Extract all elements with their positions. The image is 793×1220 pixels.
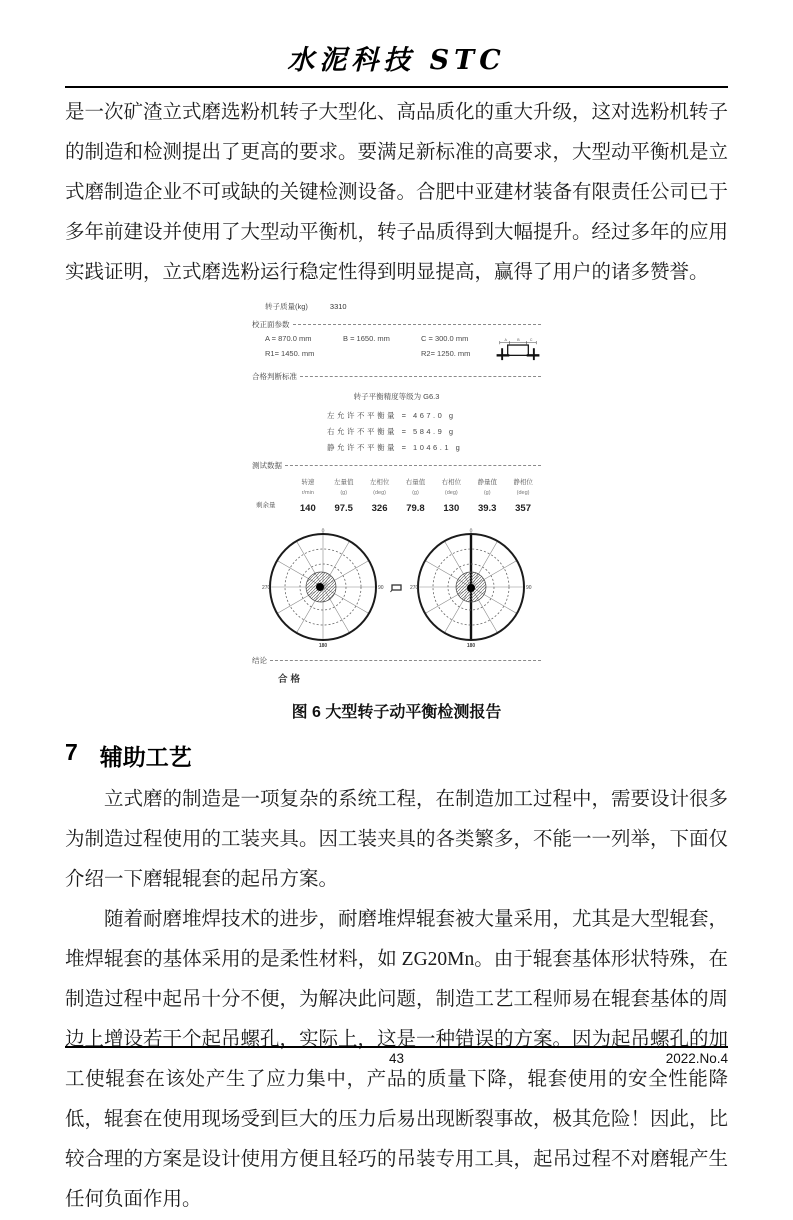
- table-col-right-phase: 右相位 (deg) 130: [441, 479, 462, 514]
- dashed-rule: [300, 376, 541, 377]
- section-conclusion: [252, 655, 541, 666]
- tolerance-static: 静允许不平衡量 = 1046.1 g: [327, 443, 463, 452]
- paragraph: 是一次矿渣立式磨选粉机转子大型化、高品质化的重大升级，这对选粉机转子的制造和检测提出了更高的要求。要满足新标准的高要求，大型动平衡机是立式磨制造企业不可或缺的关键检测设备。合肥中亚建材装备有限责任公司已于多年前建设并使用了大型动平衡机，转子品质得到大幅提升。经过多年的应用实践证明，立式磨选粉运行稳定性得到明显提高，赢得了用户的诸多赞誉。: [65, 102, 729, 283]
- section-criteria: [252, 371, 541, 382]
- rotor-schematic-icon: [495, 334, 541, 364]
- section-label: 合格判断标准: [252, 372, 297, 381]
- correction-dimensions: [252, 333, 541, 364]
- issue-label: 2022.No.4: [665, 1051, 728, 1066]
- footer-row: [65, 1051, 728, 1071]
- table-col-speed: 转速 r/min 140: [299, 479, 316, 514]
- dashed-rule: [270, 660, 541, 661]
- schematic-label-c: C: [529, 338, 533, 343]
- section-heading: [65, 739, 728, 772]
- table-col-right-amount: 右量值 (g) 79.8: [405, 479, 426, 514]
- table-col-static-phase: 静相位 (deg) 357: [513, 479, 533, 514]
- dim-r1: R1= 1450. mm: [265, 349, 315, 358]
- polar-label-right: 90: [525, 585, 532, 591]
- paragraph: 立式磨的制造是一项复杂的系统工程，在制造加工过程中，需要设计很多为制造过程使用的工装夹具。因工装夹具的各类繁多，不能一一列举，下面仅介绍一下磨辊辊套的起吊方案。: [65, 789, 729, 890]
- page-number: 43: [388, 1051, 405, 1066]
- section-correction-params: [252, 319, 541, 330]
- section-test-data: [252, 460, 541, 471]
- dim-a: A = 870.0 mm: [265, 334, 312, 343]
- page-footer: [65, 1046, 728, 1071]
- polar-chart-right: [410, 528, 532, 648]
- polar-charts: [252, 528, 541, 648]
- table-row-label: 剩余量: [256, 502, 276, 509]
- polar-label-bottom: 180: [466, 643, 475, 648]
- journal-title: 水泥科技 STC: [287, 45, 506, 76]
- balance-grade: 转子平衡精度等级为 G6.3: [353, 392, 440, 401]
- dim-b: B = 1650. mm: [343, 334, 390, 343]
- table-col-left-phase: 左相位 (deg) 326: [369, 479, 390, 514]
- table-col-left-amount: 左量值 (g) 97.5: [333, 479, 354, 514]
- polar-label-left: 270: [261, 585, 270, 591]
- tolerance-list: [252, 410, 541, 453]
- polar-label-left: 270: [409, 585, 418, 591]
- section-label: 测试数据: [252, 461, 282, 470]
- polar-label-bottom: 180: [318, 643, 327, 648]
- tolerance-right: 右允许不平衡量 = 584.9 g: [327, 427, 456, 436]
- polar-label-top: 0: [469, 528, 472, 535]
- footer-rule: [65, 1046, 728, 1048]
- dim-r2: R2= 1250. mm: [421, 349, 471, 358]
- rotor-mass-label: 转子质量(kg): [265, 302, 308, 311]
- balancing-report-figure: [252, 301, 541, 685]
- rotor-mass-value: 3310: [329, 302, 347, 311]
- schematic-label-a: A: [504, 338, 507, 343]
- section-label: 结论: [252, 656, 267, 665]
- section-number: 7: [65, 739, 78, 765]
- figure-caption: 图 6 大型转子动平衡检测报告: [291, 704, 502, 721]
- tolerance-left: 左允许不平衡量 = 467.0 g: [327, 411, 456, 420]
- dim-c: C = 300.0 mm: [421, 334, 469, 343]
- test-data-table: [252, 477, 541, 514]
- paragraph: 随着耐磨堆焊技术的进步，耐磨堆焊辊套被大量采用，尤其是大型辊套，堆焊辊套的基体采用的是柔性材料，如 ZG20Mn。由于辊套基体形状特殊，在制造过程中起吊十分不便，为解决此问题，制造工艺工程师易在辊套基体的周边上增设若干个起吊螺孔，实际上，这是一种错误的方案。因为起吊螺孔的加工使辊套在该处产生了应力集中，产品的质量下降，辊套使用的安全性能降低，辊套在使用现场受到巨大的压力后易出现断裂事故，极其危险！因此，比较合理的方案是设计使用方便且轻巧的吊装专用工具，起吊过程不对磨辊产生任何负面作用。: [65, 909, 729, 1210]
- conclusion-value: 合格: [278, 674, 304, 685]
- polar-label-right: 90: [377, 585, 384, 591]
- between-charts-icon: [390, 582, 404, 594]
- rotor-mass-row: [252, 301, 541, 312]
- section-title: 辅助工艺: [99, 744, 192, 770]
- schematic-label-b: B: [517, 338, 520, 343]
- dashed-rule: [285, 465, 541, 466]
- header-rule: [65, 86, 728, 88]
- polar-chart-left: [262, 528, 384, 648]
- dashed-rule: [293, 324, 542, 325]
- table-col-static-amount: 静量值 (g) 39.3: [477, 479, 497, 514]
- section-label: 校正面参数: [252, 320, 290, 329]
- dimension-values: [265, 333, 493, 359]
- polar-label-top: 0: [321, 528, 324, 535]
